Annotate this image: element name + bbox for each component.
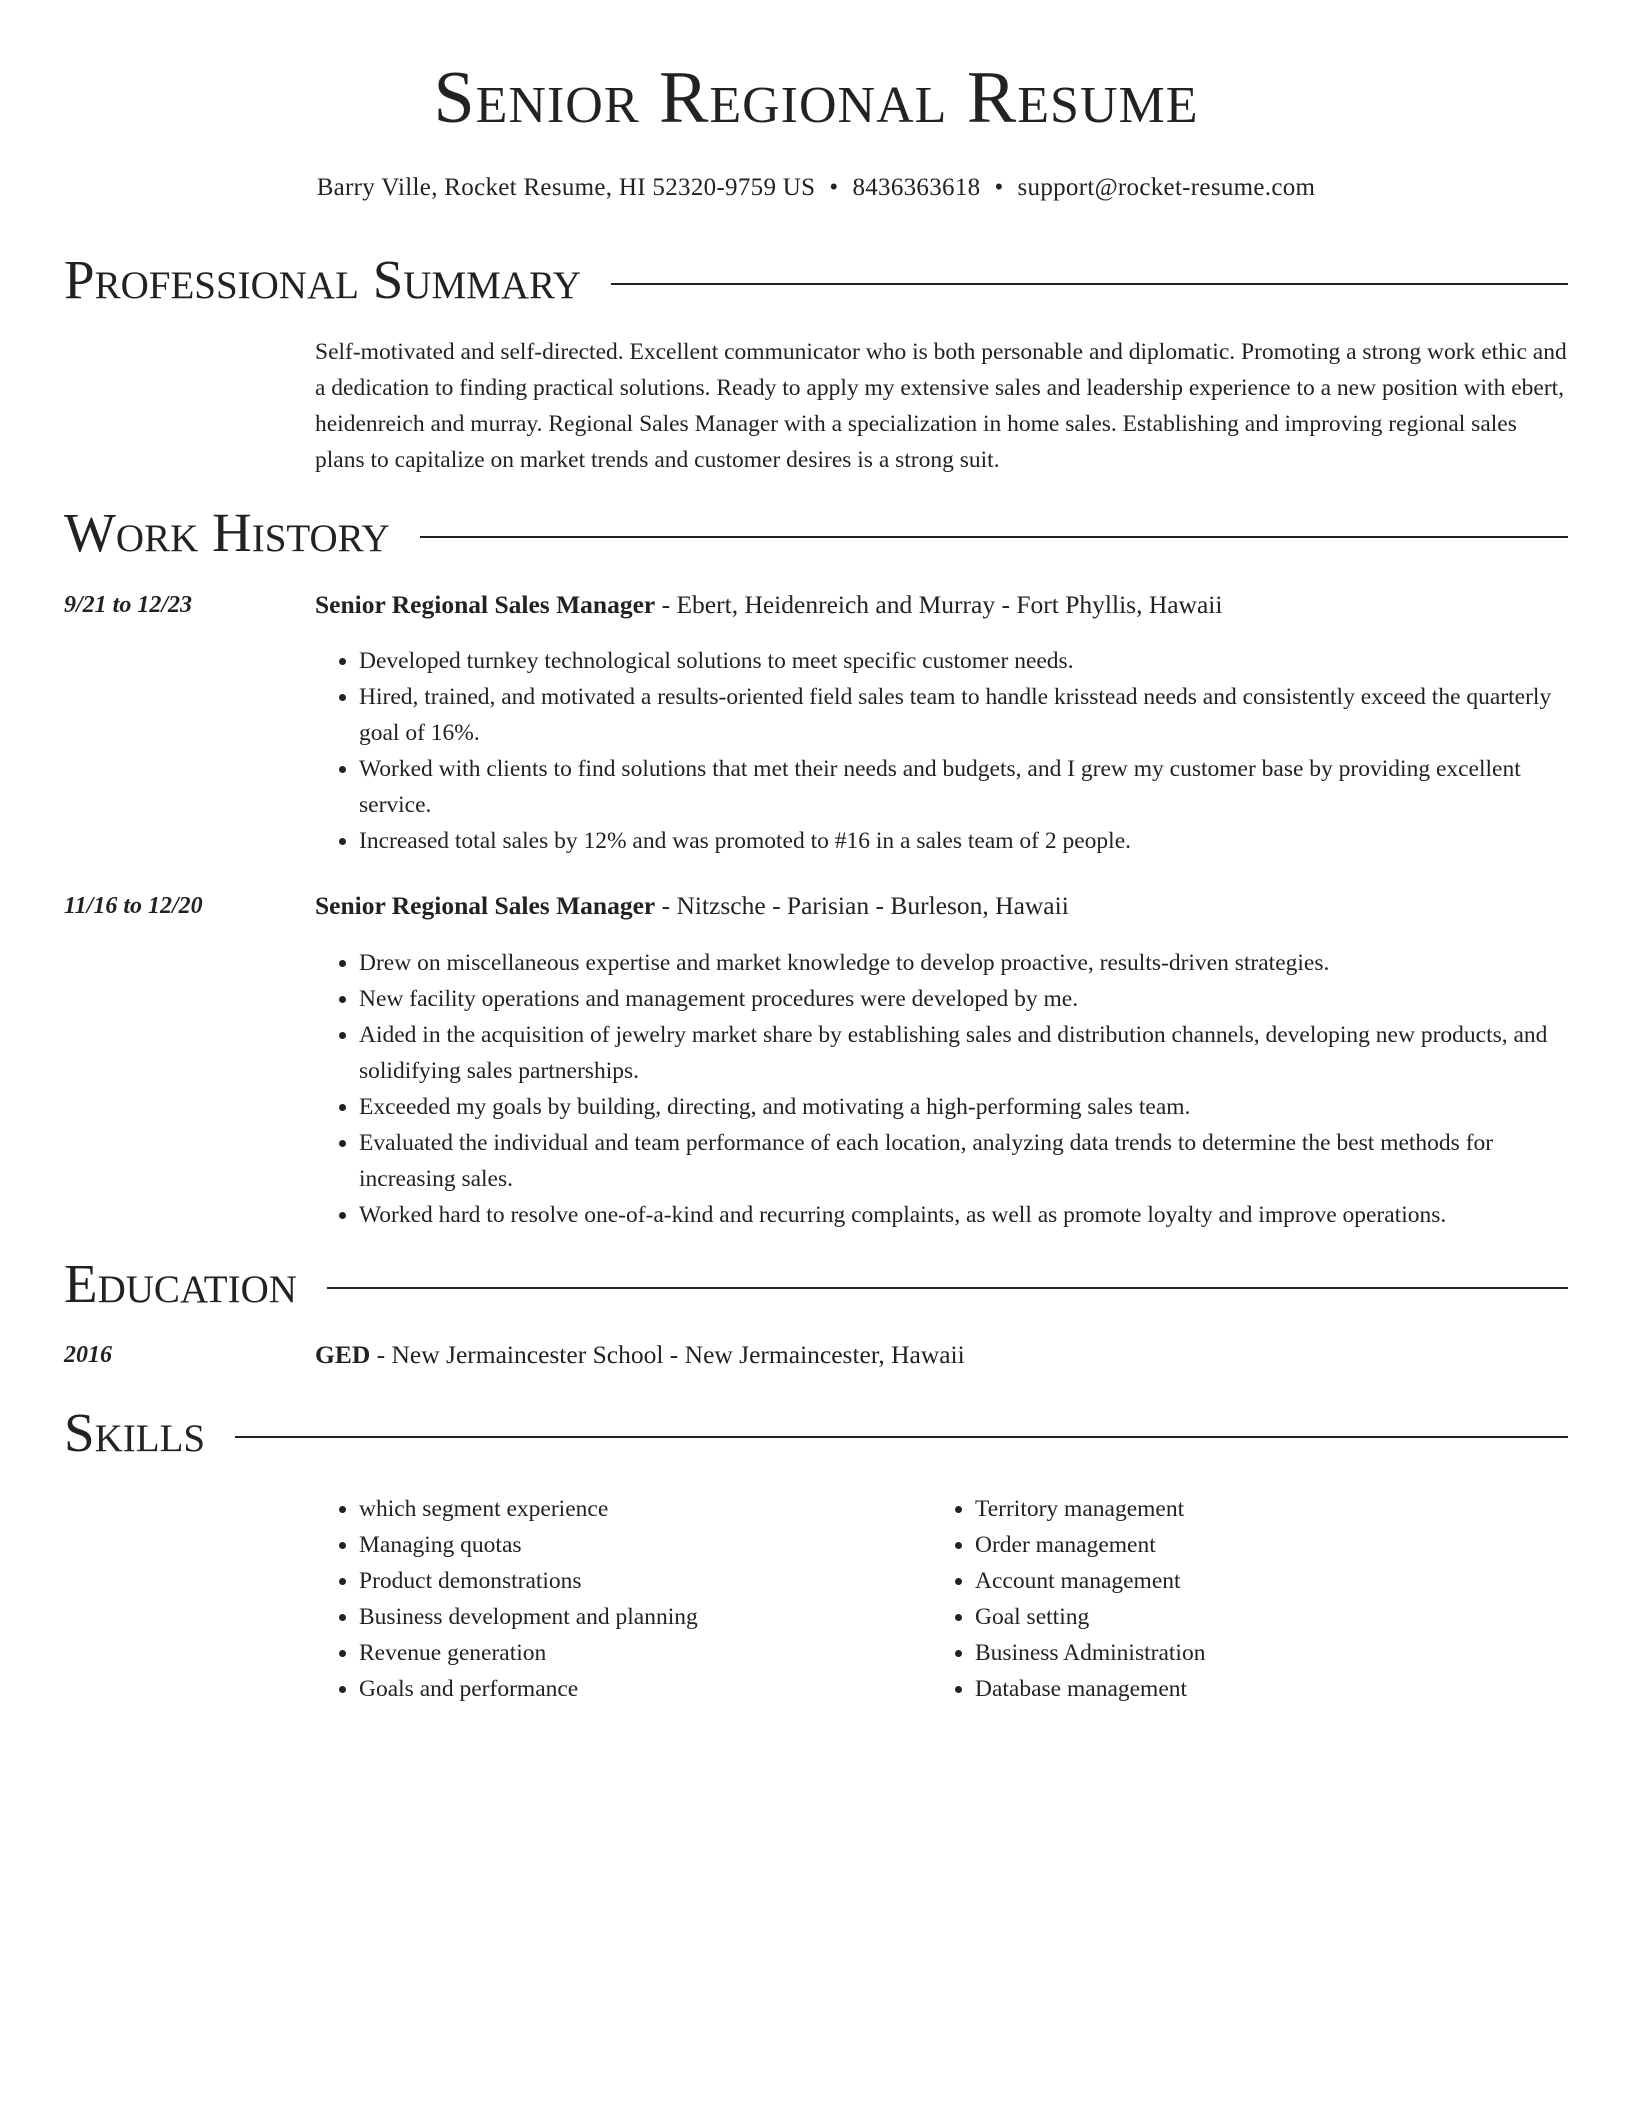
- job-dates: 11/16 to 12/20: [64, 893, 203, 919]
- education-degree: GED: [315, 1340, 371, 1369]
- skill-item: • Business development and planning: [359, 1599, 931, 1635]
- job-bullets: [315, 945, 1568, 1233]
- job-heading: [315, 891, 1568, 921]
- list-item: • Drew on miscellaneous expertise and market knowledge to develop proactive, results-driven strategies.: [359, 945, 1568, 981]
- skill-item: • Managing quotas: [359, 1527, 931, 1563]
- job-bullets: [315, 643, 1568, 859]
- skill-item: • which segment experience: [359, 1491, 931, 1527]
- contact-line: [64, 174, 1568, 202]
- contact-email: support@rocket-resume.com: [1017, 174, 1316, 201]
- education-school-location: - New Jermaincester School - New Jermaincester, Hawaii: [370, 1340, 965, 1369]
- list-item: • Evaluated the individual and team performance of each location, analyzing data trends to determine the best methods for increasing sales.: [359, 1125, 1568, 1197]
- list-item: • New facility operations and management procedures were developed by me.: [359, 981, 1568, 1017]
- skills-list-right: [931, 1491, 1568, 1707]
- list-item: • Worked with clients to find solutions that met their needs and budgets, and I grew my customer base by providing excellent service.: [359, 751, 1568, 823]
- job-title: Senior Regional Sales Manager: [315, 891, 656, 920]
- list-item: • Exceeded my goals by building, directing, and motivating a high-performing sales team.: [359, 1089, 1568, 1125]
- list-item: • Worked hard to resolve one-of-a-kind and recurring complaints, as well as promote loyalty and improve operations.: [359, 1197, 1568, 1233]
- resume-title: Senior Regional Resume: [433, 57, 1199, 139]
- contact-separator: •: [829, 174, 839, 201]
- education-section-header: [64, 1254, 1568, 1315]
- list-item: • Developed turnkey technological solutions to meet specific customer needs.: [359, 643, 1568, 679]
- skill-item: • Account management: [975, 1563, 1568, 1599]
- summary-heading: Professional Summary: [64, 249, 582, 310]
- skills-list-left: [315, 1491, 931, 1707]
- job-company-location: - Nitzsche - Parisian - Burleson, Hawaii: [655, 891, 1069, 920]
- contact-phone: 8436363618: [852, 174, 981, 201]
- skill-item: • Database management: [975, 1671, 1568, 1707]
- list-item: • Hired, trained, and motivated a results-oriented field sales team to handle krisstead needs and consistently exceed the quarterly goal of 16%.: [359, 679, 1568, 751]
- job-dates: 9/21 to 12/23: [64, 592, 193, 618]
- list-item: • Increased total sales by 12% and was promoted to #16 in a sales team of 2 people.: [359, 823, 1568, 859]
- skill-item: • Product demonstrations: [359, 1563, 931, 1599]
- list-item: • Aided in the acquisition of jewelry market share by establishing sales and distribution channels, developing new products, and solidifying sales partnerships.: [359, 1017, 1568, 1089]
- section-divider: [420, 536, 1568, 538]
- skill-item: • Goal setting: [975, 1599, 1568, 1635]
- work-heading: Work History: [64, 502, 390, 563]
- section-divider: [327, 1287, 1568, 1289]
- education-heading: Education: [64, 1253, 297, 1314]
- skill-item: • Business Administration: [975, 1635, 1568, 1671]
- skills-section-header: [64, 1403, 1568, 1464]
- job-title: Senior Regional Sales Manager: [315, 590, 656, 619]
- contact-separator: •: [994, 174, 1004, 201]
- skill-item: • Revenue generation: [359, 1635, 931, 1671]
- skills-heading: Skills: [64, 1402, 206, 1463]
- section-divider: [611, 283, 1568, 285]
- skill-item: • Order management: [975, 1527, 1568, 1563]
- summary-section-header: [64, 250, 1568, 311]
- section-divider: [235, 1436, 1568, 1438]
- education-year: 2016: [64, 1342, 112, 1368]
- education-entry: [315, 1340, 1568, 1370]
- skill-item: • Territory management: [975, 1491, 1568, 1527]
- contact-address: Barry Ville, Rocket Resume, HI 52320-9759 US: [316, 174, 816, 201]
- job-company-location: - Ebert, Heidenreich and Murray - Fort Phyllis, Hawaii: [655, 590, 1223, 619]
- skill-item: • Goals and performance: [359, 1671, 931, 1707]
- work-section-header: [64, 503, 1568, 564]
- job-heading: [315, 590, 1568, 620]
- summary-text: Self-motivated and self-directed. Excellent communicator who is both personable and diplomatic. Promoting a strong work ethic and a dedication to finding practical solutions. Ready to apply my extensive sales and leadership experience to a new position with ebert, heidenreich and murray. Regional Sales Manager with a specialization in home sales. Establishing and improving regional sales plans to capitalize on market trends and customer desires is a strong suit.: [315, 339, 1567, 473]
